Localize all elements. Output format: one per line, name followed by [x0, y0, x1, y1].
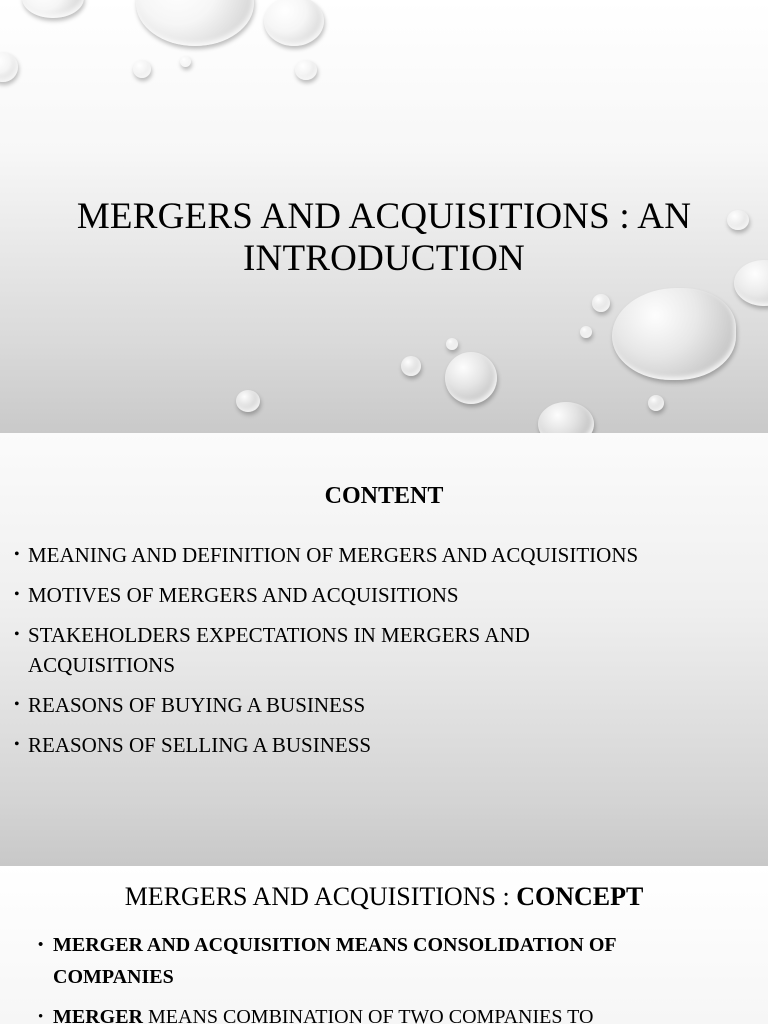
- slide-title-line-1: MERGERS AND ACQUISITIONS : AN: [76, 196, 692, 237]
- water-drop-decoration: [592, 294, 610, 312]
- water-drop-decoration: [295, 60, 317, 80]
- water-drop-decoration: [22, 0, 84, 18]
- water-drop-decoration: [401, 356, 421, 376]
- slide-title-line-2: INTRODUCTION: [243, 238, 525, 279]
- title-slide: [0, 0, 768, 433]
- water-drop-decoration: [727, 210, 749, 230]
- water-drop-decoration: [236, 390, 260, 412]
- water-drop-decoration: [734, 260, 768, 306]
- water-drop-decoration: [612, 288, 736, 380]
- list-item: • REASONS OF BUYING A BUSINESS: [14, 690, 744, 720]
- concept-slide: [0, 866, 768, 1024]
- list-item: [38, 929, 728, 993]
- water-drop-decoration: [264, 0, 324, 46]
- water-drop-decoration: [136, 0, 254, 46]
- water-drop-decoration: [538, 402, 594, 433]
- content-heading: CONTENT: [324, 483, 444, 509]
- concept-bullet-2-bold: MERGER: [53, 1006, 143, 1024]
- water-drop-decoration: [648, 395, 664, 411]
- concept-bullet-1: MERGER AND ACQUISITION MEANS CONSOLIDATION OF COMPANIES: [53, 934, 616, 988]
- concept-heading: [0, 882, 768, 912]
- concept-list: [38, 929, 728, 1024]
- list-item: • REASONS OF SELLING A BUSINESS: [14, 730, 744, 760]
- content-list: [14, 540, 744, 770]
- water-drop-decoration: [446, 338, 458, 350]
- list-item: [38, 1001, 728, 1024]
- concept-heading-text: MERGERS AND ACQUISITIONS :: [124, 882, 517, 911]
- list-item: • STAKEHOLDERS EXPECTATIONS IN MERGERS AND ACQUISITIONS: [14, 620, 628, 680]
- list-item: • MEANING AND DEFINITION OF MERGERS AND ACQUISITIONS: [14, 540, 744, 570]
- water-drop-decoration: [180, 56, 191, 67]
- content-slide: [0, 433, 768, 866]
- water-drop-decoration: [0, 52, 18, 82]
- concept-bullet-2-text: MEANS COMBINATION OF TWO COMPANIES TO: [143, 1006, 594, 1024]
- water-drop-decoration: [445, 352, 497, 404]
- water-drop-decoration: [133, 60, 151, 78]
- water-drop-decoration: [580, 326, 592, 338]
- list-item: • MOTIVES OF MERGERS AND ACQUISITIONS: [14, 580, 744, 610]
- slide-title: [40, 196, 728, 280]
- concept-heading-bold: CONCEPT: [516, 882, 644, 911]
